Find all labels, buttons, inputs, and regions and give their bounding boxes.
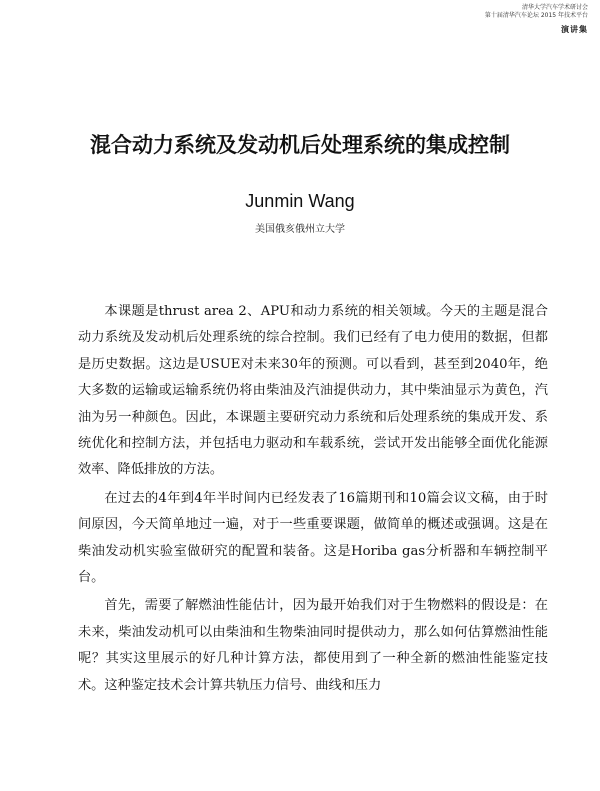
header-section-label: 演讲集 — [561, 25, 588, 34]
page-title: 混合动力系统及发动机后处理系统的集成控制 — [90, 133, 510, 157]
header-line-2: 第十届清华汽车论坛 2015 年技术平台 — [484, 12, 588, 19]
author-affiliation: 美国俄亥俄州立大学 — [255, 224, 345, 235]
body-text — [78, 299, 548, 699]
running-header — [388, 4, 588, 34]
paragraph-2: 在过去的4年到4年半时间内已经发表了16篇期刊和10篇会议文稿，由于时间原因，今天简单地过一遍，对于一些重要课题，做简单的概述或强调。这是在柴油发动机实验室做研究的配置和装备。这是Horiba gas分析器和车辆控制平台。 — [78, 490, 548, 586]
paragraph-1: 本课题是thrust area 2、APU和动力系统的相关领域。今天的主题是混合动力系统及发动机后处理系统的综合控制。我们已经有了电力使用的数据，但都是历史数据。这边是USUE对未来30年的预测。可以看到，甚至到2040年，绝大多数的运输或运输系统仍将由柴油及汽油提供动力，其中柴油显示为黄色，汽油为另一种颜色。因此，本课题主要研究动力系统和后处理系统的集成开发、系统优化和控制方法，并包括电力驱动和车载系统，尝试开发出能够全面优化能源效率、降低排放的方法。 — [78, 304, 548, 478]
author-name: Junmin Wang — [245, 191, 355, 211]
paragraph-3: 首先，需要了解燃油性能估计，因为最开始我们对于生物燃料的假设是：在未来，柴油发动机可以由柴油和生物柴油同时提供动力，那么如何估算燃油性能呢？其实这里展示的好几种计算方法，都使用到了一种全新的燃油性能鉴定技术。这种鉴定技术会计算共轨压力信号、曲线和压力 — [78, 598, 548, 693]
header-line-1: 清华大学汽车学术研讨会 — [521, 4, 588, 11]
